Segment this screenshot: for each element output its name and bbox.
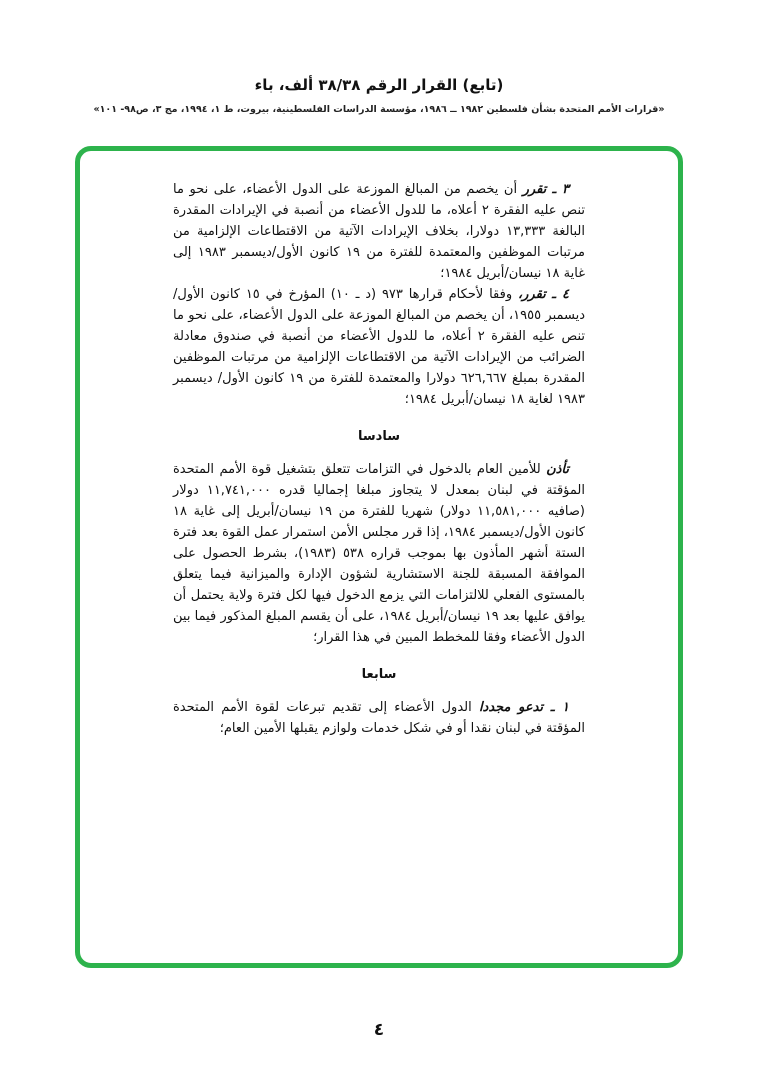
body-text xyxy=(173,179,585,739)
paragraph-seventh xyxy=(173,697,585,739)
paragraph-sixth xyxy=(173,459,585,648)
paragraph-seventh-lead: ١ ـ تدعو مجددا xyxy=(478,700,569,715)
paragraph-3-lead: ٣ ـ تقرر xyxy=(522,182,569,197)
paragraph-seventh-text: الدول الأعضاء إلى تقديم تبرعات لقوة الأمم المتحدة المؤقتة في لبنان نقدا أو في شكل خدمات ولوازم يقبلها الأمين العام؛ xyxy=(173,700,585,736)
source-citation: «قرارات الأمم المتحدة بشأن فلسطين ١٩٨٢ ــ ١٩٨٦، مؤسسة الدراسات الفلسطينية، بيروت، ط ١، ١٩٩٤، مج ٣، ص٩٨- ١٠١» xyxy=(93,104,665,115)
paragraph-4 xyxy=(173,284,585,410)
page-title: (تابع) القرار الرقم ٣٨/٣٨ ألف، باء xyxy=(254,76,504,94)
section-heading-sixth: سادسا xyxy=(357,429,400,444)
paragraph-3 xyxy=(173,179,585,284)
content-border-box xyxy=(75,146,683,968)
paragraph-3-text: أن يخصم من المبالغ الموزعة على الدول الأعضاء، على نحو ما تنص عليه الفقرة ٢ أعلاه، ما للدول الأعضاء من أنصبة في الإيرادات المقدرة البالغة ١٣,٣٣٣ دولارا، بخلاف الإيرادات الآتية من الاقتطاعات الإلزامية من مرتبات الموظفين والمعتمدة للفترة من ١٩ كانون الأول/ديسمبر ١٩٨٣ إلى غاية ١٨ نيسان/أبريل ١٩٨٤؛ xyxy=(173,182,586,281)
paragraph-4-lead: ٤ ـ تقرر، xyxy=(517,287,570,302)
section-heading-seventh: سابعا xyxy=(361,667,397,682)
paragraph-4-text: وفقا لأحكام قرارها ٩٧٣ (د ـ ١٠) المؤرخ في ١٥ كانون الأول/ديسمبر ١٩٥٥، أن يخصم من المبالغ الموزعة على الدول الأعضاء، على نحو ما تنص عليه الفقرة ٢ أعلاه، ما للدول الأعضاء من أنصبة في صندوق معادلة الضرائب من الإيرادات الآتية من الاقتطاعات الإلزامية من مرتبات الموظفين المقدرة بمبلغ ٦٢٦,٦٦٧ دولارا والمعتمدة للفترة من ١٩ كانون الأول/ ديسمبر ١٩٨٣ لغاية ١٨ نيسان/أبريل ١٩٨٤؛ xyxy=(173,287,586,407)
paragraph-sixth-text: للأمين العام بالدخول في التزامات تتعلق بتشغيل قوة الأمم المتحدة المؤقتة في لبنان بمعدل لا يتجاوز مبلغا إجماليا قدره ١١,٧٤١,٠٠٠ دولار (صافيه ١١,٥٨١,٠٠٠ دولار) شهريا للفترة من ١٩ نيسان/أبريل إلى غاية ١٨ كانون الأول/ديسمبر ١٩٨٤، إذا قرر مجلس الأمن استمرار عمل القوة بعد فترة الستة أشهر المأذون بها بموجب قراره ٥٣٨ (١٩٨٣)، بشرط الحصول على الموافقة المسبقة للجنة الاستشارية لشؤون الإدارة والميزانية فيما يتعلق بالمستوى الفعلي للالتزامات التي يزمع الدخول فيها لكل فترة ولاية يحتمل أن يوافق عليها بعد ١٩ نيسان/أبريل ١٩٨٤، على أن يقسم المبلغ المذكور فيما بين الدول الأعضاء وفقا للمخطط المبين في هذا القرار؛ xyxy=(173,462,585,645)
paragraph-sixth-lead: تأذن xyxy=(546,462,569,477)
page-number: ٤ xyxy=(373,1020,385,1040)
